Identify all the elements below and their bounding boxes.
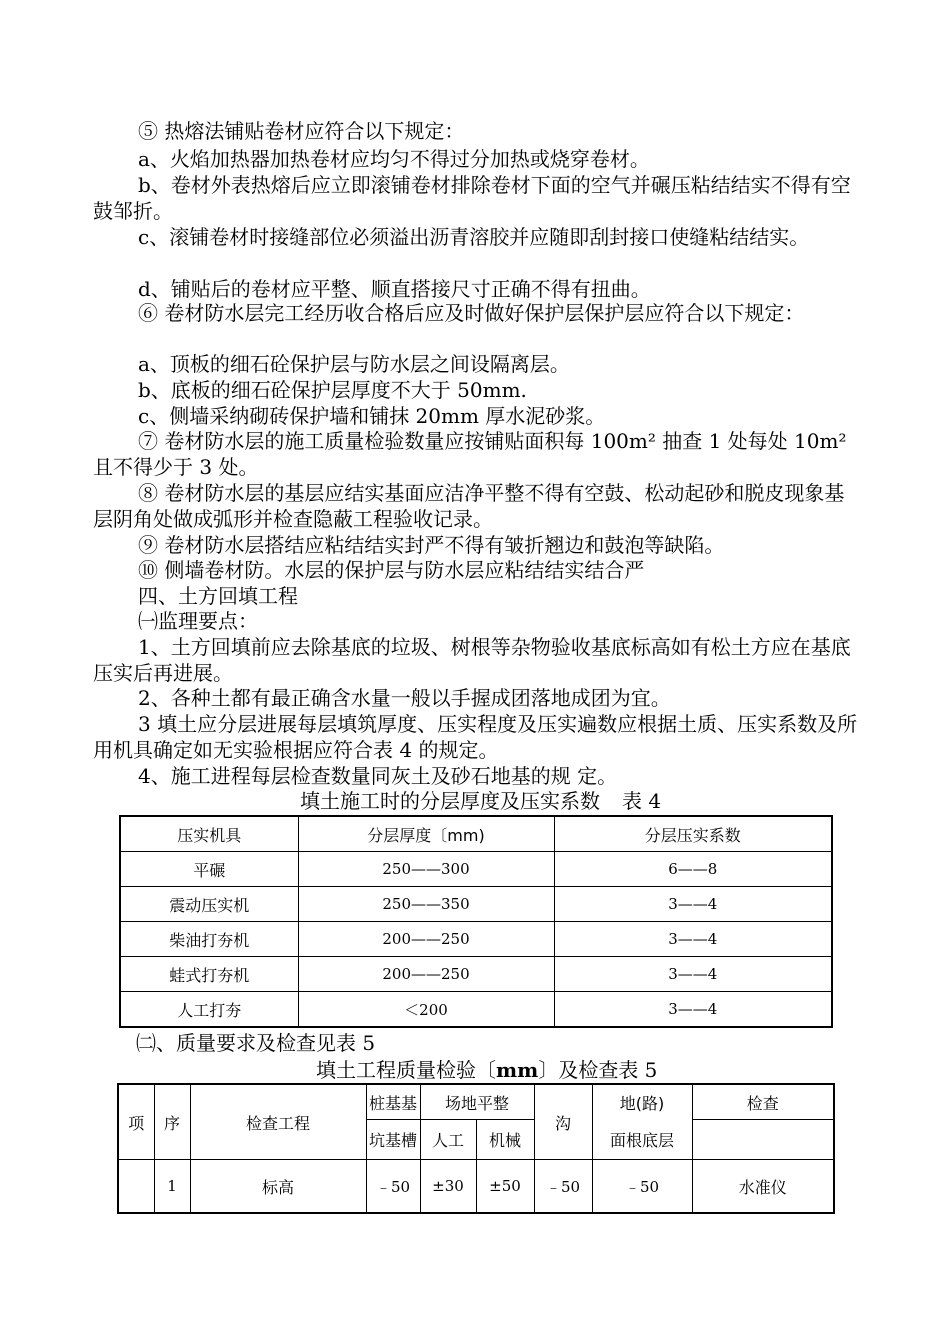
table-cell: 250——300 [298,852,554,887]
column-header [692,1120,834,1160]
paragraph: 1、土方回填前应去除基底的垃圾、树根等杂物验收基底标高如有松土方应在基底压实后再进展。 [93,635,851,685]
table-cell: 蛙式打夯机 [120,957,298,992]
table-cell: 水准仪 [692,1160,834,1214]
table-row [118,1160,834,1214]
paragraph: ⑩ 侧墙卷材防。水层的保护层与防水层应粘结结实结合严 [138,558,645,582]
table-header-row [120,816,832,852]
paragraph: d、铺贴后的卷材应平整、顺直搭接尺寸正确不得有扭曲。 [138,277,651,301]
table4-caption: 填土施工时的分层厚度及压实系数 表 4 [300,789,662,813]
table-cell: ﹣50 [592,1160,692,1214]
table5-caption: 填土工程质量检验〔mm〕及检查表 5 [316,1058,658,1082]
paragraph: ⑦ 卷材防水层的施工质量检验数量应按铺贴面积每 100m² 抽查 1 处每处 10m² 且不得少于 3 处。 [93,429,847,479]
column-header: 坑基槽 [366,1120,420,1160]
caption-unit: mm [496,1058,539,1082]
paragraph: c、侧墙采纳砌砖保护墙和铺抹 20mm 厚水泥砂浆。 [138,404,606,428]
section-text: ㈡、质量要求及检查见表 5 [136,1031,376,1055]
column-header: 面根底层 [592,1120,692,1160]
section-heading: 四、土方回填工程 [138,584,298,608]
column-header: 压实机具 [120,816,298,852]
column-header: 检查工程 [190,1084,366,1160]
column-header: 分层压实系数 [554,816,832,852]
paragraph: ⑤ 热熔法铺贴卷材应符合以下规定： [138,119,465,143]
paragraph: 4、施工进程每层检查数量同灰土及砂石地基的规 定。 [138,764,618,788]
table-cell: 柴油打夯机 [120,922,298,957]
table4-number: 表 4 [622,789,662,813]
table-cell: 人工打夯 [120,992,298,1028]
compaction-table [119,815,833,1028]
paragraph: b、底板的细石砼保护层厚度不大于 50mm. [138,378,527,402]
paragraph: b、卷材外表热熔后应立即滚铺卷材排除卷材下面的空气并碾压粘结结实不得有空鼓邹折。 [93,173,851,223]
column-header: 人工 [420,1120,476,1160]
quality-inspection-table [117,1083,835,1214]
table-cell: ±50 [476,1160,534,1214]
table-cell: 震动压实机 [120,887,298,922]
table-cell: 标高 [190,1160,366,1214]
table-row [120,852,832,887]
paragraph: ⑨ 卷材防水层搭结应粘结结实封严不得有皱折翘边和鼓泡等缺陷。 [138,533,725,557]
column-header: 序 [154,1084,190,1160]
paragraph: a、顶板的细石砼保护层与防水层之间设隔离层。 [138,352,570,376]
column-header: 场地平整 [420,1084,534,1120]
table-cell: 平碾 [120,852,298,887]
paragraph: ⑧ 卷材防水层的基层应结实基面应洁净平整不得有空鼓、松动起砂和脱皮现象基层阴角处做成弧形并检查隐蔽工程验收记录。 [93,481,845,531]
table-cell: 6——8 [554,852,832,887]
column-header: 分层厚度〔mm) [298,816,554,852]
table-row [120,887,832,922]
column-header: 检查 [692,1084,834,1120]
table-cell: 1 [154,1160,190,1214]
table-cell [118,1160,154,1214]
table-cell: 200——250 [298,957,554,992]
table-row [120,922,832,957]
column-header: 桩基基 [366,1084,420,1120]
table-cell: 3——4 [554,957,832,992]
table-cell: ﹣50 [534,1160,592,1214]
paragraph: 3 填土应分层进展每层填筑厚度、压实程度及压实遍数应根据土质、压实系数及所用机具确定如无实验根据应符合表 4 的规定。 [93,712,858,762]
column-header: 沟 [534,1084,592,1160]
column-header: 地(路) [592,1084,692,1120]
table-cell: ＜200 [298,992,554,1028]
table-cell: 3——4 [554,992,832,1028]
table-row [120,957,832,992]
table-cell: 3——4 [554,887,832,922]
table-header-row [118,1084,834,1120]
paragraph: a、火焰加热器加热卷材应均匀不得过分加热或烧穿卷材。 [138,147,650,171]
paragraph: 2、各种土都有最正确含水量一般以手握成团落地成团为宜。 [138,686,671,710]
table-cell: 3——4 [554,922,832,957]
paragraph: ⑥ 卷材防水层完工经历收合格后应及时做好保护层保护层应符合以下规定： [138,301,805,325]
column-header: 项 [118,1084,154,1160]
table-cell: ﹣50 [366,1160,420,1214]
paragraph: ㈠监理要点： [138,609,258,633]
table-cell: ±30 [420,1160,476,1214]
table-row [120,992,832,1028]
table-cell: 200——250 [298,922,554,957]
column-header: 机械 [476,1120,534,1160]
table-cell: 250——350 [298,887,554,922]
paragraph: c、滚铺卷材时接缝部位必须溢出沥青溶胶并应随即刮封接口使缝粘结结实。 [138,225,810,249]
